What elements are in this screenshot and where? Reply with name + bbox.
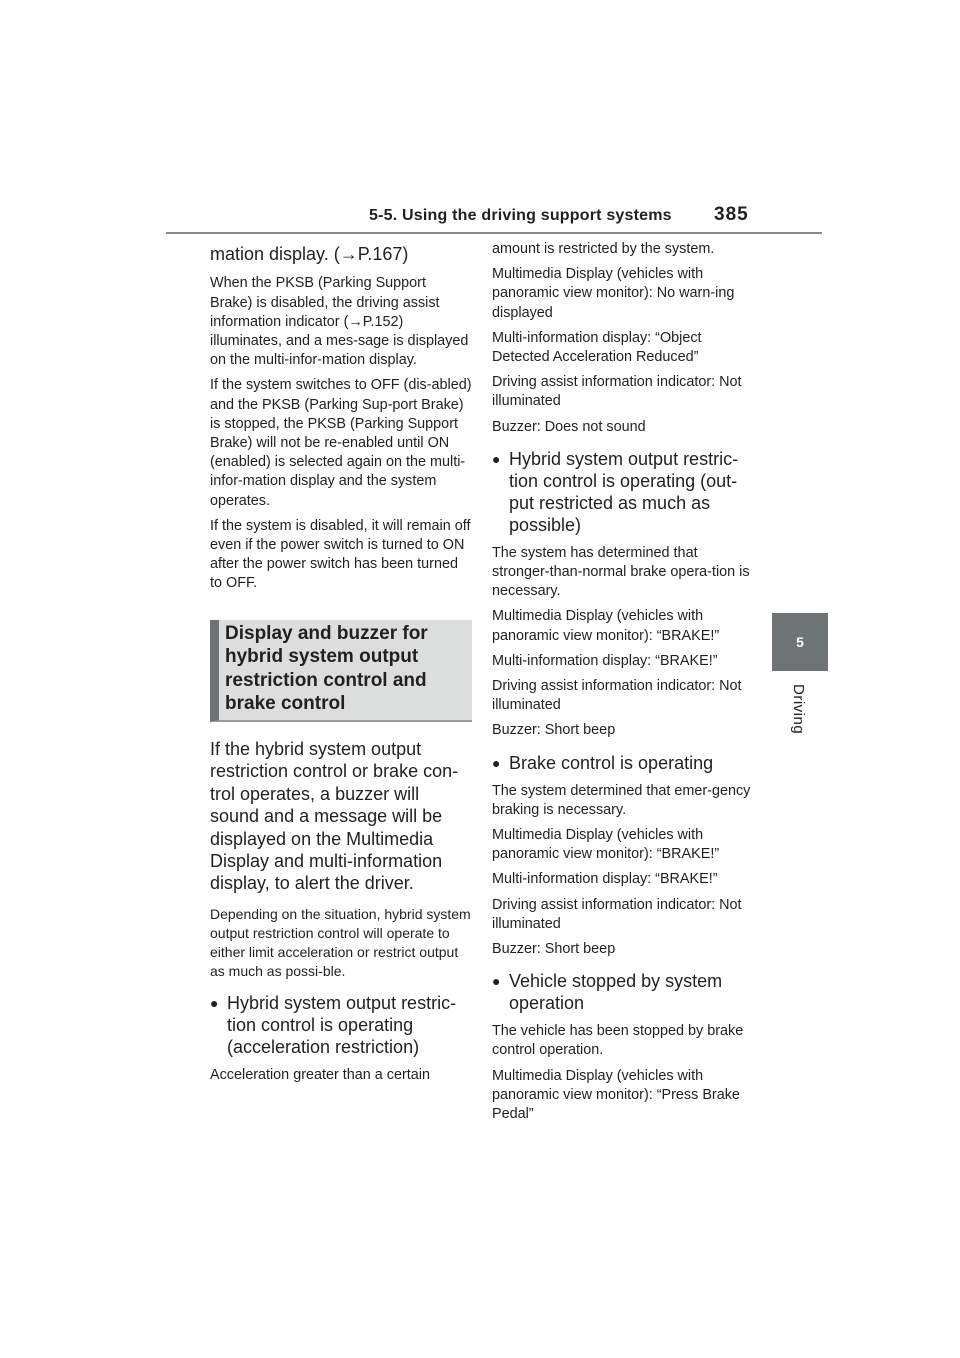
detail-line: Multi-information display: “BRAKE!”: [492, 871, 718, 888]
bullet-heading: [492, 448, 754, 536]
detail-line: The system has determined that stronger-than-normal brake opera-tion is necessary.: [492, 544, 750, 600]
section-heading: Display and buzzer for hybrid system output restriction control and brake control: [210, 620, 472, 722]
bullet-dot-icon: ●: [210, 994, 219, 1011]
detail-line: Multimedia Display (vehicles with panoramic view monitor): “BRAKE!”: [492, 827, 720, 863]
detail-line: Driving assist information indicator: Not illuminated: [492, 678, 742, 714]
bullet-dot-icon: ●: [492, 754, 501, 771]
detail-line: Buzzer: Short beep: [492, 941, 616, 958]
chapter-tab-number: 5: [796, 634, 804, 650]
detail-line: Multimedia Display (vehicles with panoramic view monitor): “Press Brake Pedal”: [492, 1067, 740, 1123]
detail-line: Multi-information display: “Object Detected Acceleration Reduced”: [492, 329, 702, 366]
bullet-heading: [492, 970, 754, 1014]
detail-line: Driving assist information indicator: Not illuminated: [492, 374, 742, 410]
bullet-text: Acceleration greater than a certain: [210, 1066, 430, 1083]
bullet-dot-icon: ●: [492, 450, 501, 467]
bullet-heading: [210, 992, 472, 1058]
paragraph: When the PKSB (Parking Support Brake) is disabled, the driving assist information indicator (→P.152) illuminates, and a mes-sage is displayed on the multi-infor-mation display.: [210, 275, 469, 369]
section-intro: If the hybrid system output restriction control or brake con-trol operates, a buzzer will sound and a message will be displayed on the Multimedia Display and multi-information display, to alert the driver.: [210, 739, 459, 894]
note-paragraph: Depending on the situation, hybrid system output restriction control will operate to either limit acceleration or restrict output as much as possi-ble.: [210, 905, 471, 979]
bullet-heading-text: Hybrid system output restric-tion control is operating (out-put restricted as much as possible): [509, 448, 739, 535]
detail-line: Buzzer: Does not sound: [492, 418, 646, 435]
detail-line: The vehicle has been stopped by brake control operation.: [492, 1023, 744, 1059]
continued-lead-text: mation display. (→P.167): [210, 244, 409, 264]
bullet-heading-text: Vehicle stopped by system operation: [509, 971, 723, 1014]
bullet-dot-icon: ●: [492, 973, 501, 990]
chapter-tab-label: Driving: [790, 684, 807, 735]
bullet-heading: [492, 752, 754, 774]
paragraph: If the system switches to OFF (dis-abled) and the PKSB (Parking Sup-port Brake) is stopped, the PKSB (Parking Support Brake) will not be re-enabled until ON (enabled) is selected again on the multi-infor-mation display and the system operates.: [210, 377, 472, 509]
detail-line: Buzzer: Short beep: [492, 722, 616, 739]
bullet-heading-text: Brake control is operating: [509, 752, 714, 773]
chapter-tab: [772, 613, 828, 671]
detail-line: Multi-information display: “BRAKE!”: [492, 652, 718, 669]
page-number: 385: [714, 204, 749, 225]
detail-line: Multimedia Display (vehicles with panoramic view monitor): No warn-ing displayed: [492, 266, 735, 321]
left-column: [210, 240, 472, 1091]
right-column: [492, 240, 754, 1130]
detail-line: The system determined that emer-gency braking is necessary.: [492, 782, 751, 818]
detail-line: Multimedia Display (vehicles with panoramic view monitor): “BRAKE!”: [492, 608, 720, 644]
paragraph: If the system is disabled, it will remain off even if the power switch is turned to ON after the power switch has been turned to OFF.: [210, 517, 471, 592]
continued-text: amount is restricted by the system.: [492, 241, 715, 257]
detail-line: Driving assist information indicator: Not illuminated: [492, 896, 742, 932]
bullet-heading-text: Hybrid system output restric-tion control is operating (acceleration restriction): [227, 992, 457, 1057]
header-rule: [166, 232, 822, 234]
section-title: 5-5. Using the driving support systems: [369, 207, 672, 224]
